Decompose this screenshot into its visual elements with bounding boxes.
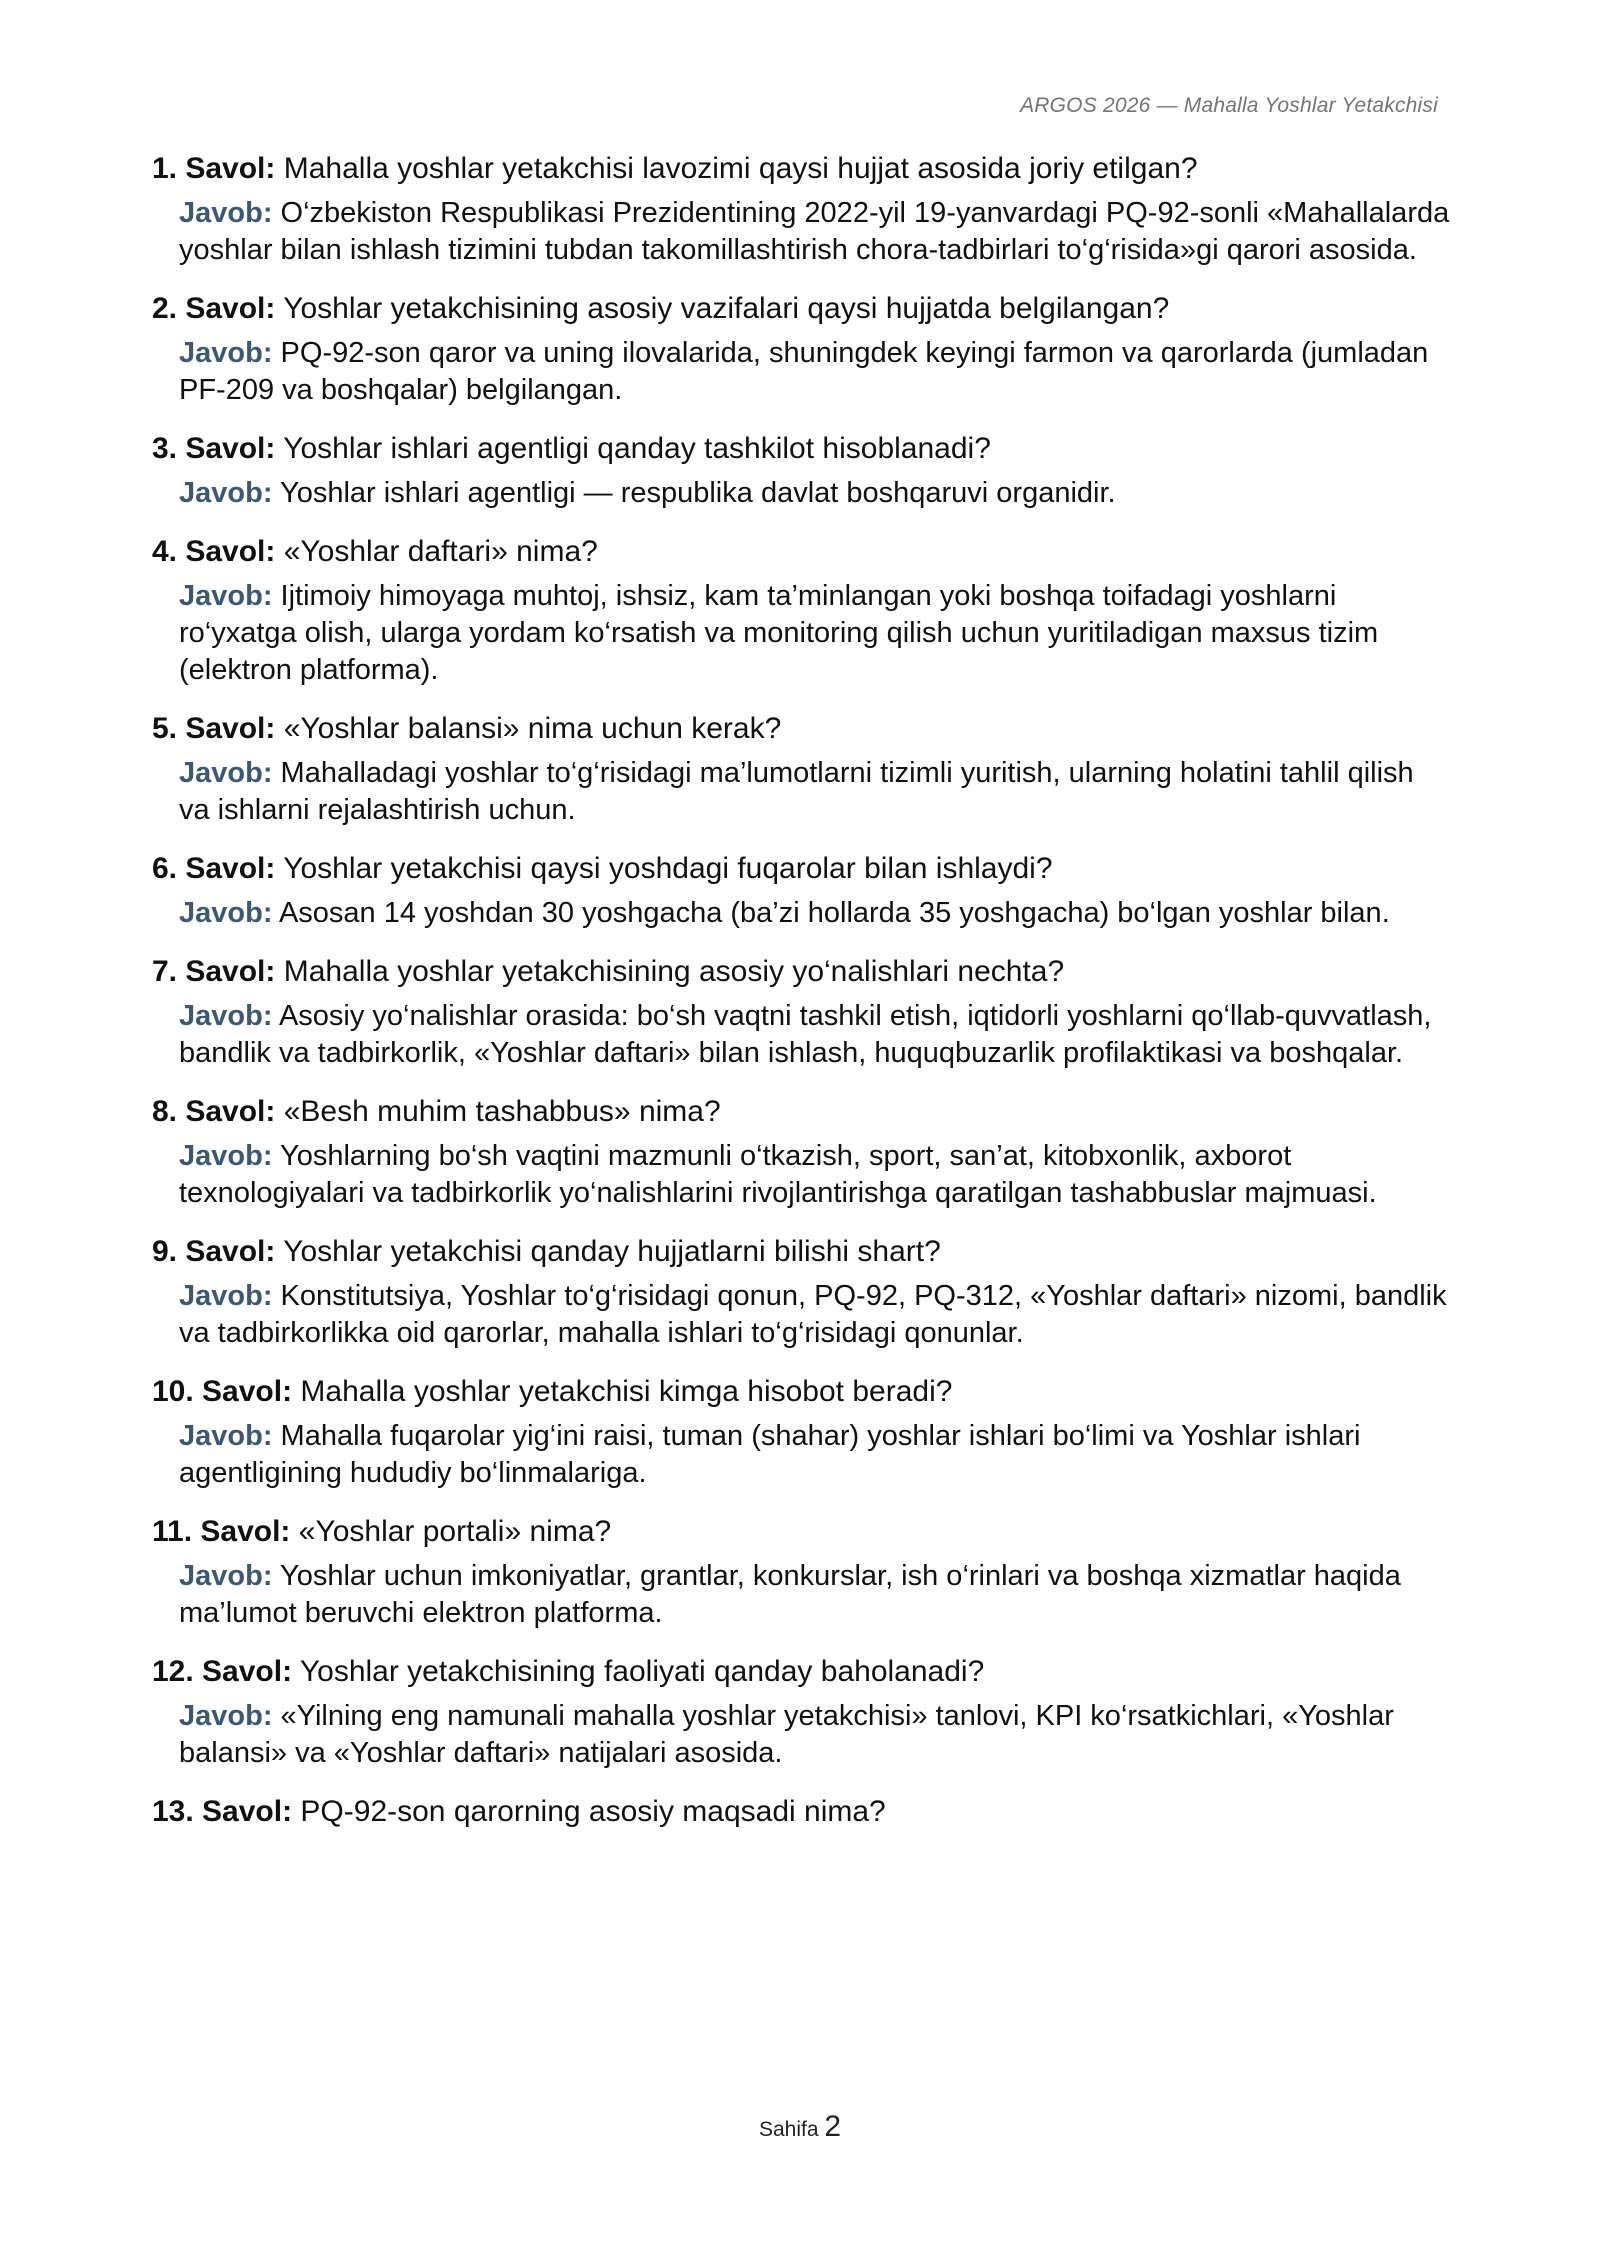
answer-text: Yoshlarning bo‘sh vaqtini mazmunli o‘tkazish, sport, san’at, kitobxonlik, axborot texnologiyalari va tadbirkorlik yo‘nalishlarini rivojlantirishga qaratilgan tashabbuslar majmuasi. [179, 1140, 1377, 1209]
question-number-label: 11. Savol: [152, 1515, 291, 1548]
question-text: Mahalla yoshlar yetakchisi kimga hisobot beradi? [300, 1375, 953, 1408]
answer-label: Javob: [179, 1280, 273, 1312]
question-text: «Yoshlar daftari» nima? [283, 535, 598, 568]
question-text: Mahalla yoshlar yetakchisining asosiy yo‘nalishlari nechta? [283, 955, 1065, 988]
question-text: Yoshlar yetakchisi qaysi yoshdagi fuqarolar bilan ishlaydi? [283, 852, 1053, 885]
answer [179, 895, 1452, 932]
answer [179, 1278, 1452, 1352]
answer-text: O‘zbekiston Respublikasi Prezidentining 2022-yil 19-yanvardagi PQ-92-sonli «Mahallalarda yoshlar bilan ishlash tizimini tubdan takomillashtirish chora-tadbirlari to‘g‘risida»gi qarori asosida. [179, 197, 1450, 266]
qa-item-1 [152, 150, 1452, 269]
question-number-label: 1. Savol: [152, 152, 276, 185]
qa-item-4 [152, 533, 1452, 689]
question-text: Yoshlar yetakchisining faoliyati qanday baholanadi? [299, 1655, 985, 1688]
answer-text: Yoshlar ishlari agentligi — respublika davlat boshqaruvi organidir. [280, 477, 1116, 509]
question-text: «Besh muhim tashabbus» nima? [283, 1095, 721, 1128]
answer-text: Mahalla fuqarolar yig‘ini raisi, tuman (shahar) yoshlar ishlari bo‘limi va Yoshlar ishlari agentligining hududiy bo‘linmalariga. [179, 1420, 1361, 1489]
question [152, 430, 1452, 467]
page-label: Sahifa [758, 2118, 819, 2141]
answer-text: Asosan 14 yoshdan 30 yoshgacha (ba’zi hollarda 35 yoshgacha) bo‘lgan yoshlar bilan. [278, 897, 1390, 929]
answer-text: PQ-92-son qaror va uning ilovalarida, shuningdek keyingi farmon va qarorlarda (jumladan PF-209 va boshqalar) belgilangan. [179, 337, 1429, 406]
question [152, 150, 1452, 187]
answer-label: Javob: [179, 1000, 273, 1032]
question-number-label: 8. Savol: [152, 1095, 276, 1128]
answer-label: Javob: [179, 1560, 273, 1592]
answer [179, 998, 1452, 1072]
answer [179, 335, 1452, 409]
question-text: Mahalla yoshlar yetakchisi lavozimi qaysi hujjat asosida joriy etilgan? [283, 152, 1198, 185]
answer-label: Javob: [179, 477, 273, 509]
answer-text: Asosiy yo‘nalishlar orasida: bo‘sh vaqtni tashkil etish, iqtidorli yoshlarni qo‘llab-quvvatlash, bandlik va tadbirkorlik, «Yoshlar daftari» bilan ishlash, huquqbuzarlik profilaktikasi va boshqalar. [179, 1000, 1432, 1069]
question [152, 953, 1452, 990]
question-number-label: 3. Savol: [152, 432, 276, 465]
question-number-label: 9. Savol: [152, 1235, 276, 1268]
answer-label: Javob: [179, 337, 273, 369]
question [152, 710, 1452, 747]
qa-list [152, 150, 1452, 1851]
question [152, 1513, 1452, 1550]
qa-item-5 [152, 710, 1452, 829]
question-number-label: 7. Savol: [152, 955, 276, 988]
answer [179, 578, 1452, 689]
answer-label: Javob: [179, 897, 273, 929]
qa-item-13 [152, 1793, 1452, 1830]
qa-item-11 [152, 1513, 1452, 1632]
question [152, 1093, 1452, 1130]
answer [179, 1698, 1452, 1772]
question-text: Yoshlar yetakchisi qanday hujjatlarni bilishi shart? [283, 1235, 941, 1268]
question-number-label: 5. Savol: [152, 712, 276, 745]
question-number-label: 2. Savol: [152, 292, 276, 325]
answer-text: Ijtimoiy himoyaga muhtoj, ishsiz, kam ta’minlangan yoki boshqa toifadagi yoshlarni ro‘yxatga olish, ularga yordam ko‘rsatish va monitoring qilish uchun yuritiladigan maxsus tizim (elektron platforma). [179, 580, 1379, 686]
question-number-label: 6. Savol: [152, 852, 276, 885]
qa-item-7 [152, 953, 1452, 1072]
answer [179, 755, 1452, 829]
qa-item-10 [152, 1373, 1452, 1492]
answer-label: Javob: [179, 580, 273, 612]
answer-label: Javob: [179, 197, 273, 229]
question [152, 1793, 1452, 1830]
question [152, 1373, 1452, 1410]
answer-text: Yoshlar uchun imkoniyatlar, grantlar, konkurslar, ish o‘rinlari va boshqa xizmatlar haqida ma’lumot beruvchi elektron platforma. [179, 1560, 1401, 1629]
question [152, 290, 1452, 327]
question-number-label: 4. Savol: [152, 535, 276, 568]
page-header: ARGOS 2026 — Mahalla Yoshlar Yetakchisi [1020, 94, 1438, 117]
question-text: «Yoshlar portali» nima? [298, 1515, 612, 1548]
question-text: PQ-92-son qarorning asosiy maqsadi nima? [300, 1795, 886, 1828]
answer-text: «Yilning eng namunali mahalla yoshlar yetakchisi» tanlovi, KPI ko‘rsatkichlari, «Yoshlar balansi» va «Yoshlar daftari» natijalari asosida. [179, 1700, 1394, 1769]
answer-label: Javob: [179, 757, 273, 789]
question-number-label: 12. Savol: [152, 1655, 293, 1688]
answer-text: Mahalladagi yoshlar to‘g‘risidagi ma’lumotlarni tizimli yuritish, ularning holatini tahlil qilish va ishlarni rejalashtirish uchun. [179, 757, 1414, 826]
answer [179, 1418, 1452, 1492]
question [152, 533, 1452, 570]
question-number-label: 10. Savol: [152, 1375, 293, 1408]
question [152, 1233, 1452, 1270]
page-number: 2 [824, 2110, 842, 2143]
answer [179, 1558, 1452, 1632]
question-text: Yoshlar ishlari agentligi qanday tashkilot hisoblanadi? [283, 432, 991, 465]
qa-item-8 [152, 1093, 1452, 1212]
answer [179, 475, 1452, 512]
qa-item-6 [152, 850, 1452, 932]
answer [179, 195, 1452, 269]
question [152, 850, 1452, 887]
answer-label: Javob: [179, 1420, 273, 1452]
question [152, 1653, 1452, 1690]
answer-label: Javob: [179, 1140, 273, 1172]
page-footer [0, 2110, 1600, 2144]
answer-text: Konstitutsiya, Yoshlar to‘g‘risidagi qonun, PQ-92, PQ-312, «Yoshlar daftari» nizomi, bandlik va tadbirkorlikka oid qarorlar, mahalla ishlari to‘g‘risidagi qonunlar. [179, 1280, 1447, 1349]
qa-item-2 [152, 290, 1452, 409]
question-text: «Yoshlar balansi» nima uchun kerak? [283, 712, 782, 745]
qa-item-12 [152, 1653, 1452, 1772]
answer-label: Javob: [179, 1700, 273, 1732]
answer [179, 1138, 1452, 1212]
question-text: Yoshlar yetakchisining asosiy vazifalari qaysi hujjatda belgilangan? [283, 292, 1170, 325]
qa-item-3 [152, 430, 1452, 512]
qa-item-9 [152, 1233, 1452, 1352]
question-number-label: 13. Savol: [152, 1795, 293, 1828]
